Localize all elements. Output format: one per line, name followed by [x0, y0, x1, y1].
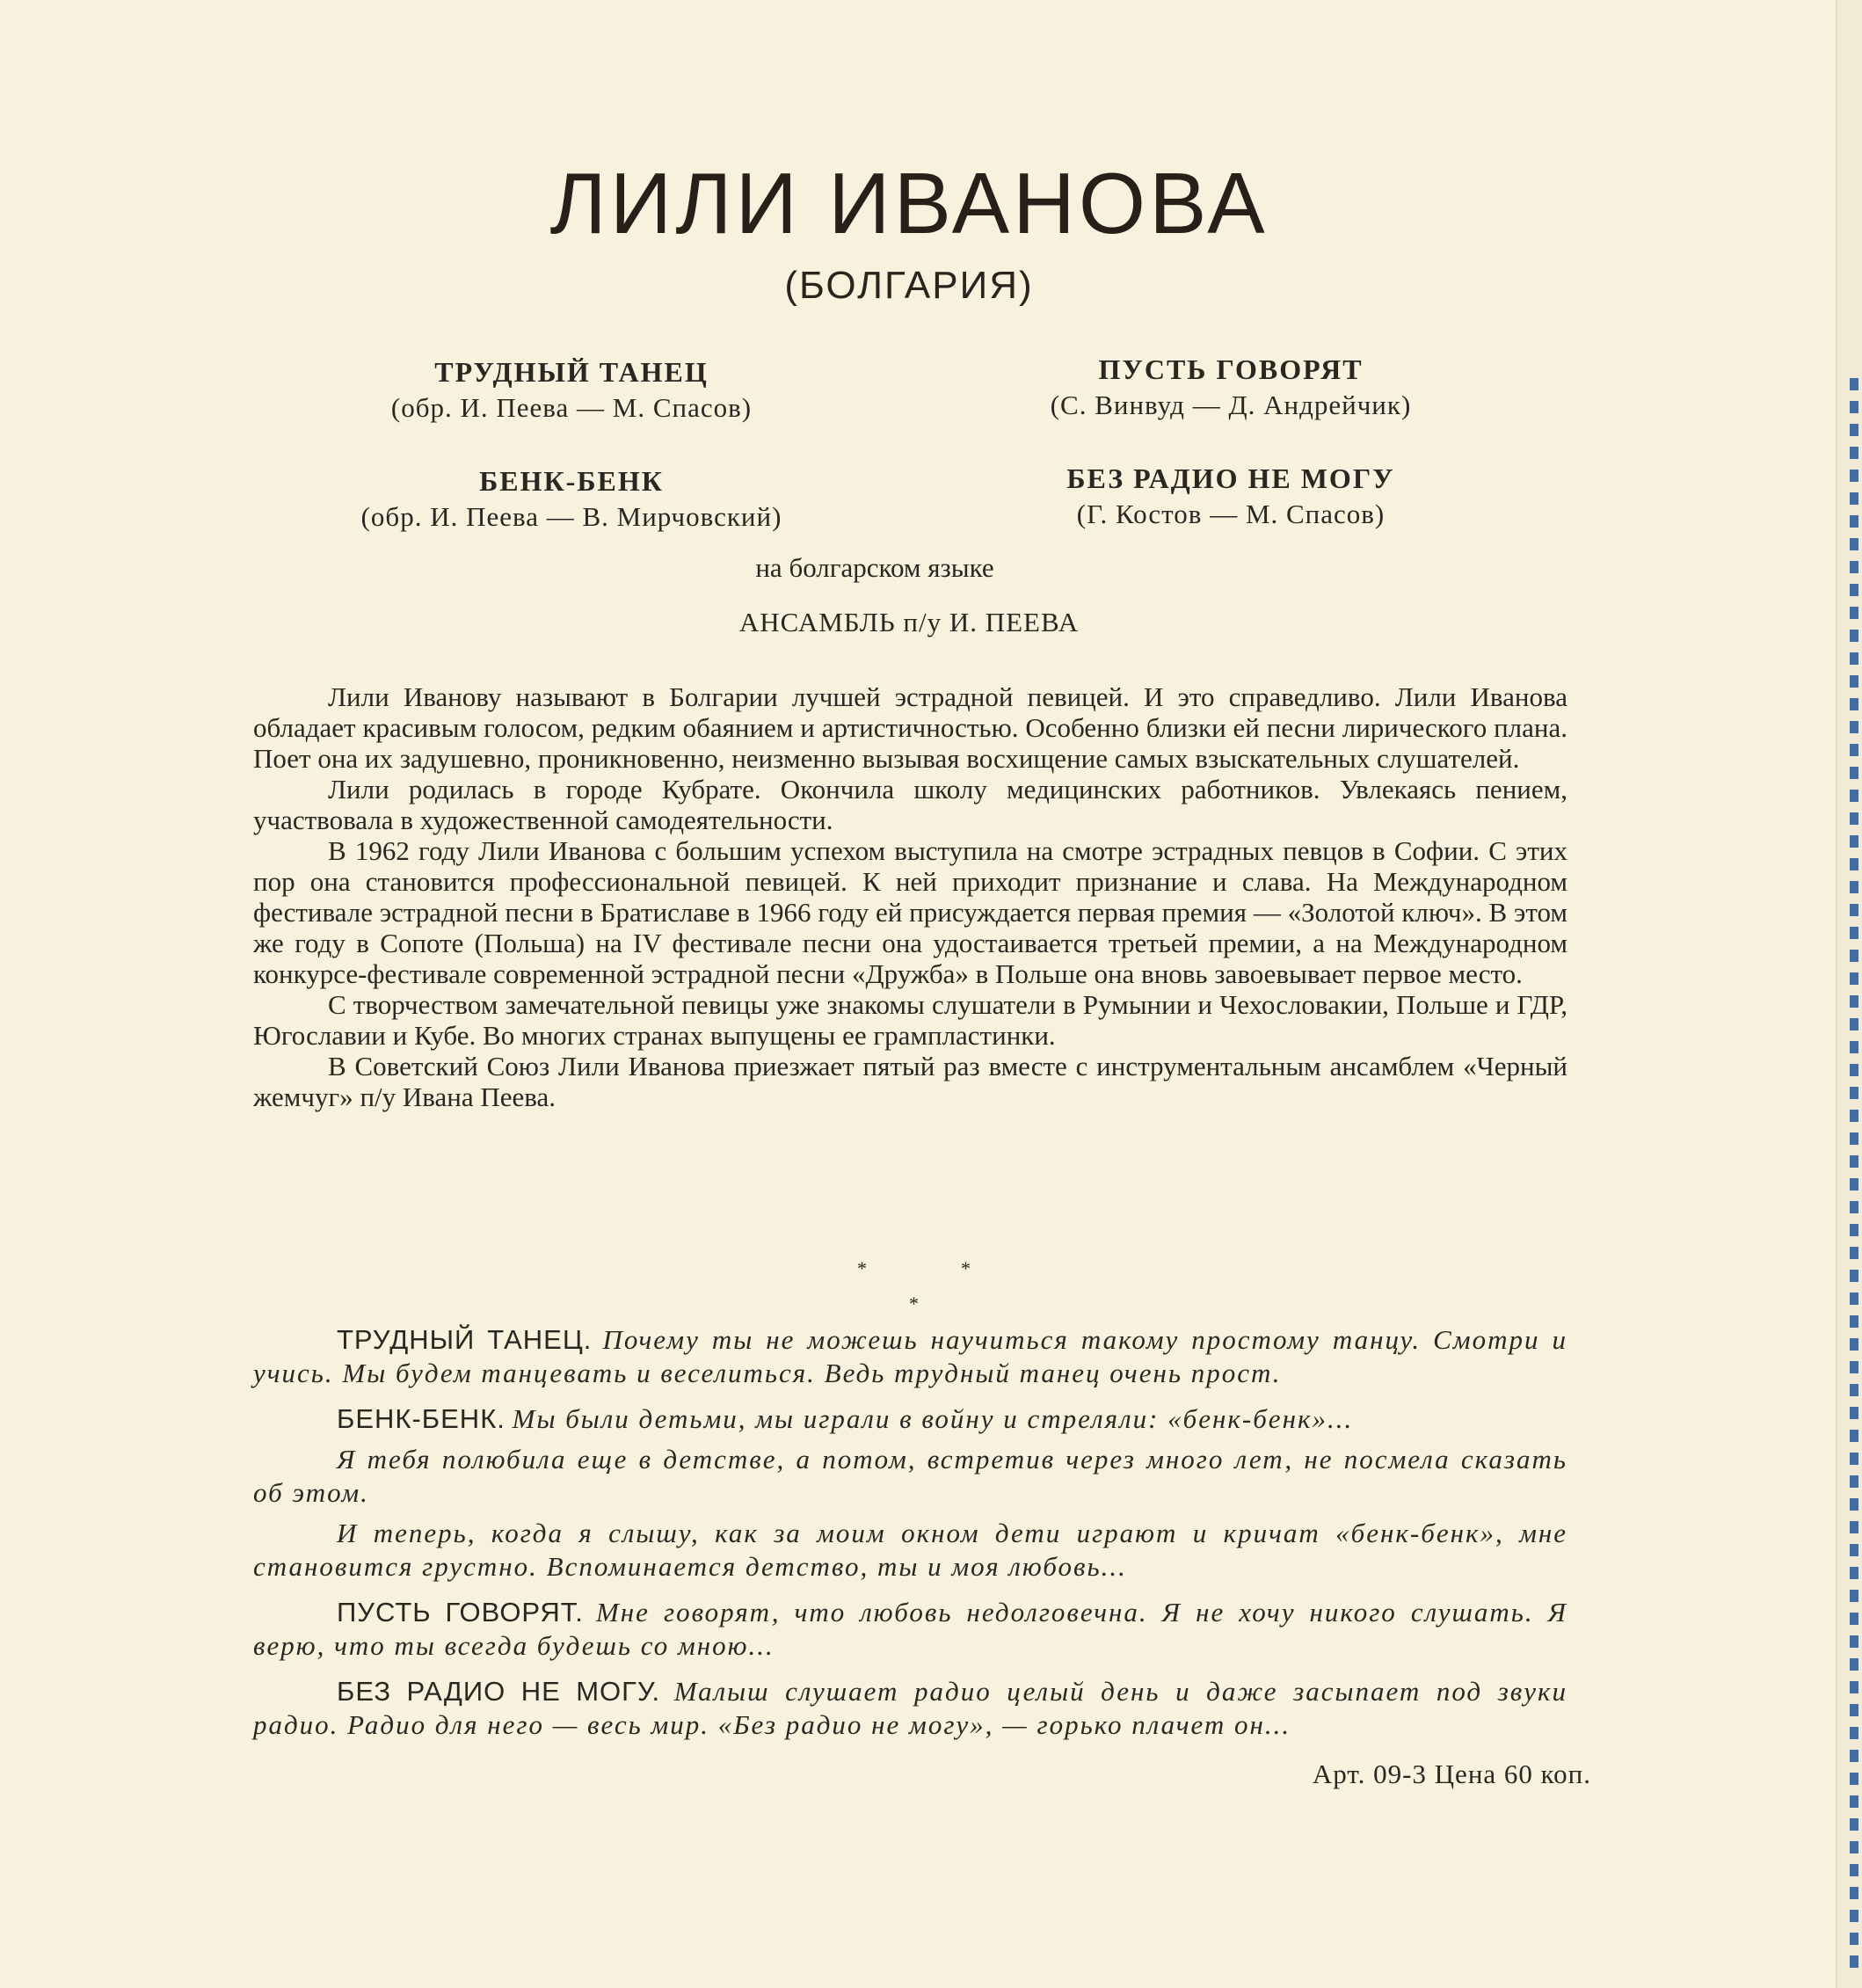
description-text: Мне говорят, что любовь недолговечна. Я не хочу никого слушать. Я верю, что ты всегда будешь со мною... [253, 1597, 1568, 1661]
description-title: ПУСТЬ ГОВОРЯТ. [337, 1597, 584, 1628]
description-title: ТРУДНЫЙ ТАНЕЦ. [337, 1324, 593, 1355]
description-paragraph [253, 1402, 1567, 1436]
catalog-price: Арт. 09-3 Цена 60 коп. [1312, 1759, 1591, 1789]
bio-paragraph: В 1962 году Лили Иванова с большим успехом выступила на смотре эстрадных певцов в Софии. С этих пор она становится профессиональной певицей. К ней приходит признание и слава. На Международном фестивале эстрадной песни в Братиславе в 1966 году ей присуждается первая премия — «Золотой ключ». В этом же году в Сопоте (Польша) на IV фестивале песни она удостаивается третьей премии, а на Международном конкурсе-фестивале современной эстрадной песни «Дружба» в Польше она вновь завоевывает первое место. [253, 835, 1567, 989]
separator-star: * [857, 1257, 867, 1279]
song-entry [923, 462, 1538, 530]
song-credit: (обр. И. Пеева — В. Мирчовский) [360, 501, 782, 532]
song-credit: (С. Винвуд — Д. Андрейчик) [1050, 390, 1412, 420]
description-text: Малыш слушает радио целый день и даже засыпает под звуки радио. Радио для него — весь мир. «Без радио не могу», — горько плачет он... [253, 1676, 1568, 1740]
description-text: И теперь, когда я слышу, как за моим окном дети играют и кричат «бенк-бенк», мне становится грустно. Вспоминается детство, ты и моя любовь... [253, 1518, 1567, 1582]
bio-paragraph: С творчеством замечательной певицы уже знакомы слушатели в Румынии и Чехословакии, Польше и ГДР, Югославии и Кубе. Во многих странах выпущены ее грампластинки. [253, 989, 1567, 1051]
song-descriptions [253, 1323, 1567, 1754]
biography [253, 681, 1567, 1112]
artist-title: ЛИЛИ ИВАНОВА [549, 155, 1269, 251]
song-title: БЕНК-БЕНК [479, 465, 664, 497]
bio-paragraph: Лили родилась в городе Кубрате. Окончила школу медицинских работников. Увлекаясь пением, участвовала в художественной самодеятельности. [253, 774, 1567, 835]
song-credit: (обр. И. Пеева — М. Спасов) [390, 392, 753, 423]
description-text: Почему ты не можешь научиться такому простому танцу. Смотри и учись. Мы будем танцевать и веселиться. Ведь трудный танец очень прост. [253, 1324, 1567, 1388]
song-entry [264, 465, 879, 533]
description-paragraph [253, 1323, 1567, 1390]
description-paragraph [253, 1596, 1567, 1663]
blue-binding-strip [1850, 378, 1858, 1970]
song-credit: (Г. Костов — М. Спасов) [1076, 499, 1386, 529]
bio-paragraph: Лили Иванову называют в Болгарии лучшей эстрадной певицей. И это справедливо. Лили Иванова обладает красивым голосом, редким обаянием и артистичностью. Особенно близки ей песни лирического плана. Поет она их задушевно, проникновенно, неизменно вызывая восхищение самых взыскательных слушателей. [253, 681, 1567, 774]
description-text: Мы были детьми, мы играли в войну и стреляли: «бенк-бенк»... [512, 1403, 1354, 1434]
song-title: ТРУДНЫЙ ТАНЕЦ [434, 356, 709, 388]
description-text: Я тебя полюбила еще в детстве, а потом, встретив через много лет, не посмела сказать об этом. [253, 1444, 1567, 1508]
song-title: ПУСТЬ ГОВОРЯТ [1098, 353, 1364, 385]
separator-star: * [961, 1257, 971, 1279]
artist-country: (БОЛГАРИЯ) [784, 264, 1034, 307]
description-title: БЕНК-БЕНК. [337, 1403, 506, 1434]
song-entry [264, 356, 879, 424]
song-entry [923, 353, 1538, 421]
separator-star: * [909, 1293, 919, 1314]
ensemble-credit: АНСАМБЛЬ п/у И. ПЕЕВА [738, 607, 1080, 637]
description-paragraph [253, 1517, 1567, 1584]
asterism-separator [0, 1257, 1818, 1328]
bio-paragraph: В Советский Союз Лили Иванова приезжает пятый раз вместе с инструментальным ансамблем «Черный жемчуг» п/у Ивана Пеева. [253, 1051, 1567, 1112]
song-title: БЕЗ РАДИО НЕ МОГУ [1066, 462, 1395, 494]
description-paragraph [253, 1443, 1567, 1510]
description-paragraph [253, 1675, 1567, 1742]
description-title: БЕЗ РАДИО НЕ МОГУ. [337, 1676, 661, 1707]
language-note: на болгарском языке [755, 552, 994, 583]
